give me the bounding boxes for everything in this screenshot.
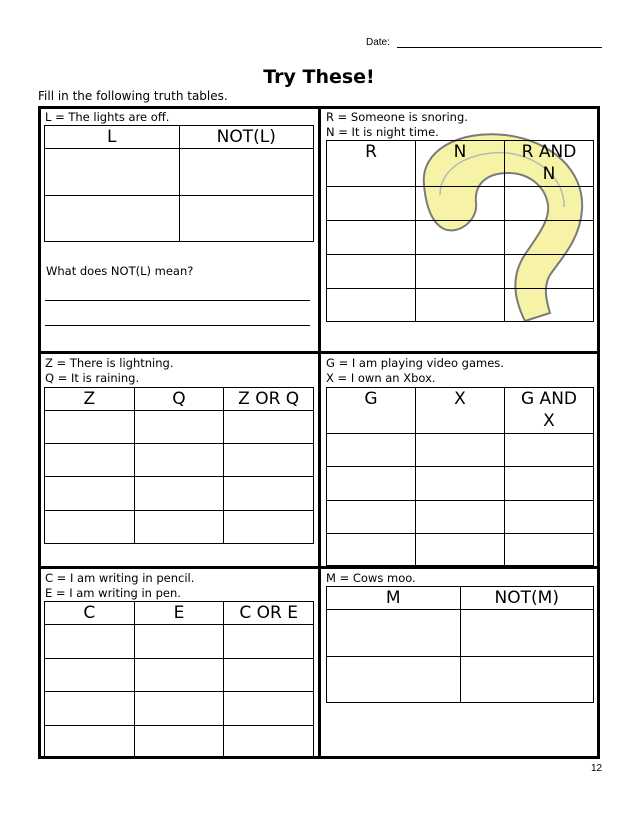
column-header: L — [45, 126, 180, 149]
horizontal-divider — [38, 566, 600, 569]
table-cell[interactable] — [45, 149, 180, 196]
definition-n: N = It is night time. — [326, 125, 439, 139]
table-cell[interactable] — [224, 511, 314, 544]
table-cell[interactable] — [134, 511, 224, 544]
truth-table-not-m — [326, 586, 594, 703]
column-header: R AND N — [505, 141, 594, 187]
table-cell[interactable] — [224, 625, 314, 659]
table-cell[interactable] — [327, 467, 416, 501]
table-cell[interactable] — [45, 411, 135, 444]
answer-line[interactable] — [45, 325, 310, 326]
truth-table-not-l — [44, 125, 314, 242]
table-cell[interactable] — [505, 289, 594, 322]
page-number: 12 — [591, 763, 603, 774]
table-cell[interactable] — [505, 255, 594, 289]
answer-line[interactable] — [45, 300, 310, 301]
definition-m: M = Cows moo. — [326, 571, 416, 585]
table-cell[interactable] — [45, 477, 135, 511]
instructions: Fill in the following truth tables. — [38, 89, 228, 103]
table-cell[interactable] — [416, 501, 505, 534]
definition-g: G = I am playing video games. — [326, 356, 504, 370]
table-cell[interactable] — [416, 534, 505, 566]
definition-z: Z = There is lightning. — [45, 356, 174, 370]
column-header: C OR E — [224, 602, 314, 625]
table-cell[interactable] — [416, 255, 505, 289]
table-cell[interactable] — [134, 411, 224, 444]
table-cell[interactable] — [45, 726, 135, 759]
table-cell[interactable] — [327, 289, 416, 322]
table-cell[interactable] — [505, 187, 594, 221]
table-cell[interactable] — [45, 196, 180, 242]
truth-table-g-and-x — [326, 387, 594, 566]
table-cell[interactable] — [45, 692, 135, 726]
table-cell[interactable] — [505, 467, 594, 501]
table-cell[interactable] — [134, 692, 224, 726]
table-cell[interactable] — [460, 610, 594, 657]
column-header: N — [416, 141, 505, 187]
table-cell[interactable] — [134, 726, 224, 759]
table-cell[interactable] — [327, 255, 416, 289]
table-cell[interactable] — [179, 149, 314, 196]
column-header: Q — [134, 388, 224, 411]
table-cell[interactable] — [416, 434, 505, 467]
page-title: Try These! — [263, 66, 375, 88]
table-cell[interactable] — [416, 187, 505, 221]
definition-q: Q = It is raining. — [45, 371, 140, 385]
table-cell[interactable] — [327, 221, 416, 255]
column-header: NOT(L) — [179, 126, 314, 149]
table-cell[interactable] — [505, 221, 594, 255]
table-cell[interactable] — [224, 477, 314, 511]
table-cell[interactable] — [224, 411, 314, 444]
table-cell[interactable] — [327, 657, 461, 703]
table-cell[interactable] — [505, 534, 594, 566]
table-cell[interactable] — [327, 434, 416, 467]
table-cell[interactable] — [416, 221, 505, 255]
table-cell[interactable] — [45, 511, 135, 544]
definition-l: L = The lights are off. — [45, 110, 170, 124]
table-cell[interactable] — [134, 659, 224, 692]
question-not-l: What does NOT(L) mean? — [46, 264, 194, 278]
column-header: Z — [45, 388, 135, 411]
table-cell[interactable] — [45, 444, 135, 477]
table-cell[interactable] — [134, 477, 224, 511]
table-cell[interactable] — [45, 625, 135, 659]
definition-x: X = I own an Xbox. — [326, 371, 436, 385]
column-header: M — [327, 587, 461, 610]
horizontal-divider — [38, 351, 600, 354]
column-header: C — [45, 602, 135, 625]
truth-table-z-or-q — [44, 387, 314, 544]
table-cell[interactable] — [327, 610, 461, 657]
table-cell[interactable] — [505, 501, 594, 534]
table-cell[interactable] — [327, 534, 416, 566]
date-label: Date: — [366, 37, 390, 48]
vertical-divider — [318, 106, 321, 759]
column-header: X — [416, 388, 505, 434]
table-cell[interactable] — [416, 289, 505, 322]
table-cell[interactable] — [327, 187, 416, 221]
truth-table-r-and-n — [326, 140, 594, 322]
definition-r: R = Someone is snoring. — [326, 110, 468, 124]
table-cell[interactable] — [45, 659, 135, 692]
table-cell[interactable] — [224, 726, 314, 759]
column-header: E — [134, 602, 224, 625]
table-cell[interactable] — [416, 467, 505, 501]
table-cell[interactable] — [224, 444, 314, 477]
date-field[interactable] — [397, 47, 602, 48]
table-cell[interactable] — [134, 625, 224, 659]
truth-table-c-or-e — [44, 601, 314, 759]
table-cell[interactable] — [179, 196, 314, 242]
definition-c: C = I am writing in pencil. — [45, 571, 195, 585]
column-header: R — [327, 141, 416, 187]
table-cell[interactable] — [505, 434, 594, 467]
table-cell[interactable] — [224, 659, 314, 692]
column-header: G AND X — [505, 388, 594, 434]
table-cell[interactable] — [134, 444, 224, 477]
table-cell[interactable] — [224, 692, 314, 726]
column-header: NOT(M) — [460, 587, 594, 610]
table-cell[interactable] — [460, 657, 594, 703]
column-header: G — [327, 388, 416, 434]
table-cell[interactable] — [327, 501, 416, 534]
definition-e: E = I am writing in pen. — [45, 586, 181, 600]
column-header: Z OR Q — [224, 388, 314, 411]
